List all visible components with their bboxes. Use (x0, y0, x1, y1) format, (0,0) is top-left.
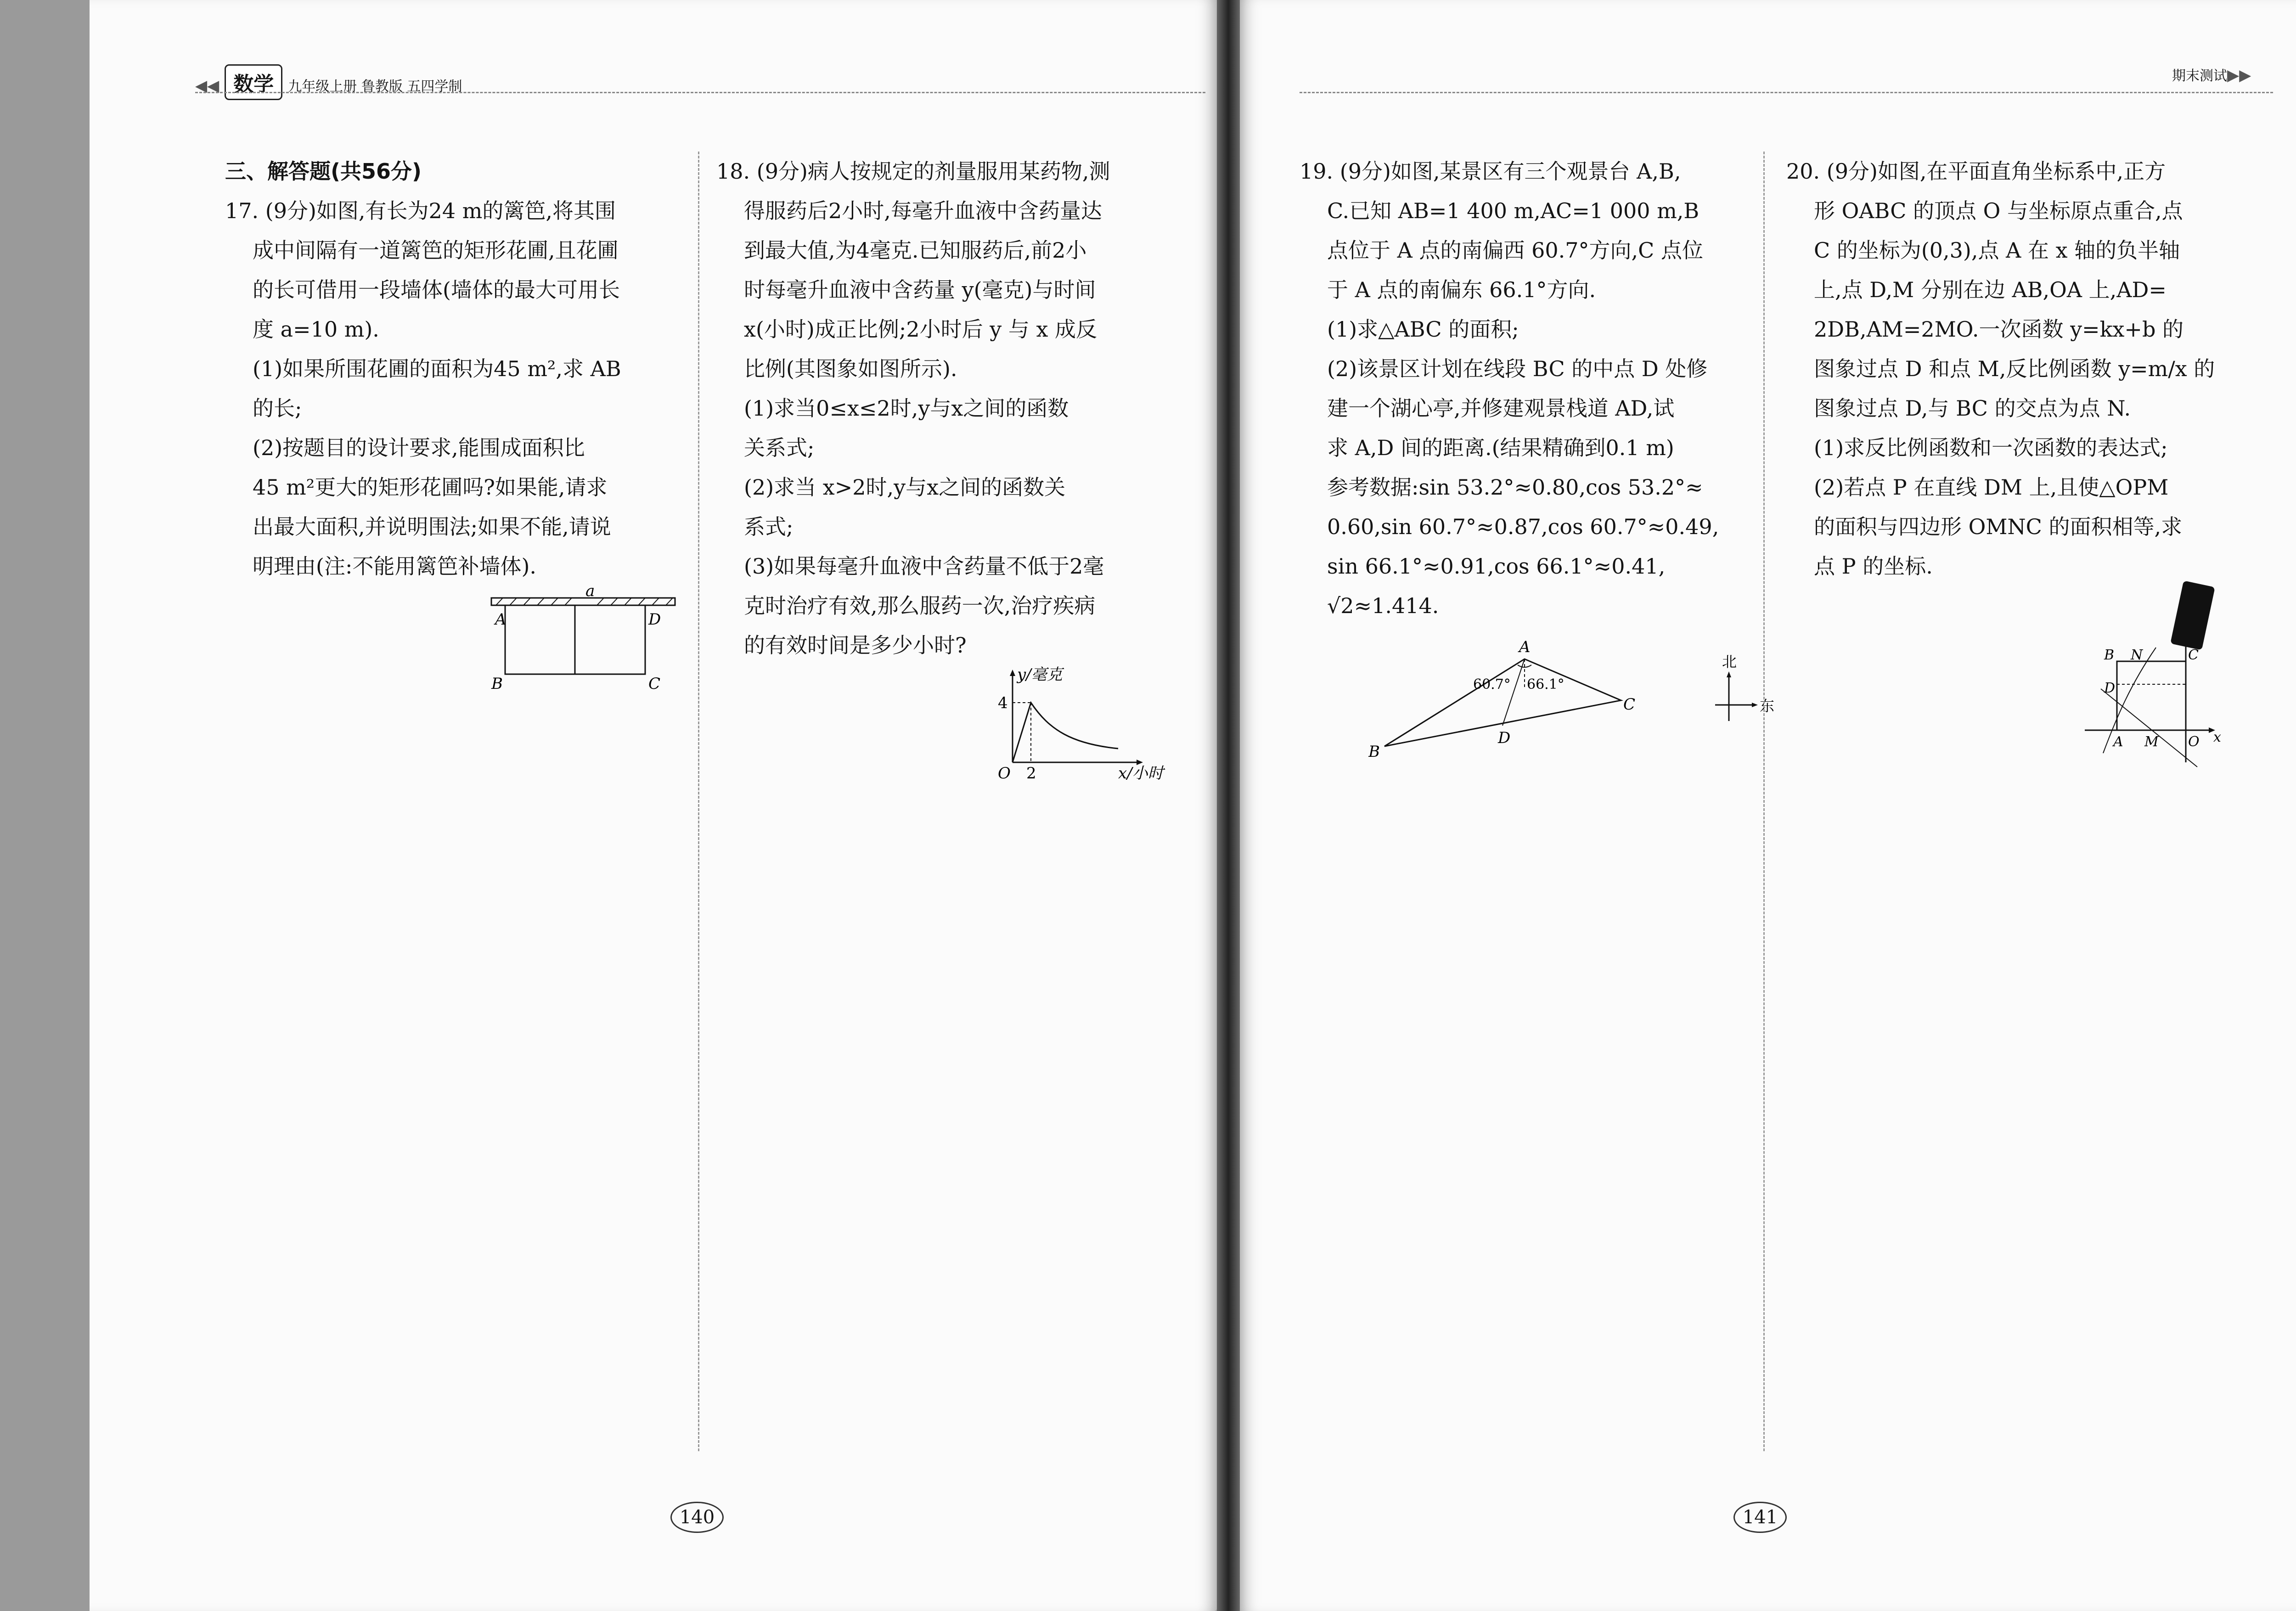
text-line: (1)求△ABC 的面积; (1327, 317, 1519, 342)
text-line: (2)求当 x>2时,y与x之间的函数关 (744, 475, 1066, 500)
compass-icon (1715, 653, 1774, 721)
graph-ylabel: y/毫克 (1017, 666, 1063, 684)
text-line: (3)如果每毫升血液中含药量不低于2毫 (744, 554, 1104, 579)
text-line: 点位于 A 点的南偏西 60.7°方向,C 点位 (1327, 238, 1703, 263)
fig-label-B: B (491, 675, 503, 693)
text-line: 建一个湖心亭,并修建观景栈道 AD,试 (1327, 396, 1675, 421)
text-line: (1)求当0≤x≤2时,y与x之间的函数 (744, 396, 1069, 421)
question-20-column (1786, 152, 2296, 586)
text-line: 18. (9分)病人按规定的剂量服用某药物,测 (716, 159, 1110, 184)
q18-stem (716, 152, 1217, 389)
question-18-column (716, 152, 1217, 665)
text-line: √2≈1.414. (1327, 593, 1439, 618)
text-line: 比例(其图象如图所示). (744, 356, 957, 381)
fig-label-M: M (2144, 734, 2159, 750)
section-title: 三、解答题(共56分) (225, 159, 422, 184)
text-line: 0.60,sin 60.7°≈0.87,cos 60.7°≈0.49, (1327, 514, 1719, 539)
text-line: 克时治疗有效,那么服药一次,治疗疾病 (744, 593, 1096, 618)
text-line: 成中间隔有一道篱笆的矩形花圃,且花圃 (253, 238, 619, 263)
fig-label-D: D (648, 610, 661, 629)
text-line: 的有效时间是多少小时? (744, 633, 967, 658)
text-line: (2)若点 P 在直线 DM 上,且使△OPM (1814, 475, 2169, 500)
q19-part2 (1300, 349, 1828, 625)
q19-part1 (1300, 310, 1828, 349)
fig-label-A: A (2113, 734, 2123, 750)
fig-label-a: a (585, 588, 595, 600)
triangle-figure (1368, 634, 1782, 762)
fig-label-B: B (2104, 647, 2115, 663)
text-line: 上,点 D,M 分别在边 AB,OA 上,AD= (1814, 277, 2167, 302)
fig-label-x: x (2213, 729, 2221, 745)
question-17-column (225, 152, 762, 586)
text-line: 45 m²更大的矩形花圃吗?如果能,请求 (253, 475, 608, 500)
q17-stem (225, 191, 762, 349)
fig-label-D: D (2104, 680, 2116, 696)
text-line: 的长可借用一段墙体(墙体的最大可用长 (253, 277, 620, 302)
text-line: 的长; (253, 396, 302, 421)
coordinate-figure (2076, 634, 2259, 781)
text-line: x(小时)成正比例;2小时后 y 与 x 成反 (744, 317, 1097, 342)
column-divider (698, 152, 699, 1451)
q18-part3 (716, 546, 1217, 665)
q17-part2 (225, 428, 762, 586)
text-line: 点 P 的坐标. (1814, 554, 1933, 579)
text-line: C 的坐标为(0,3),点 A 在 x 轴的负半轴 (1814, 238, 2180, 263)
text-line: 的面积与四边形 OMNC 的面积相等,求 (1814, 514, 2183, 539)
text-line: (1)如果所围花圃的面积为45 m²,求 AB (253, 356, 621, 381)
text-line: 于 A 点的南偏东 66.1°方向. (1327, 277, 1596, 302)
book-spine (1217, 0, 1240, 1611)
compass-east: 东 (1760, 697, 1775, 715)
book-info: 九年级上册 鲁教版 五四学制 (288, 79, 462, 95)
fig-label-A: A (1519, 638, 1531, 656)
right-page (1240, 0, 2296, 1611)
angle-label-west: 60.7° (1473, 676, 1511, 693)
text-line: (2)该景区计划在线段 BC 的中点 D 处修 (1327, 356, 1708, 381)
text-line: 图象过点 D 和点 M,反比例函数 y=m/x 的 (1814, 356, 2215, 381)
fig-label-N: N (2131, 647, 2143, 663)
text-line: 得服药后2小时,每毫升血液中含药量达 (744, 198, 1102, 223)
angle-label-east: 66.1° (1527, 676, 1564, 693)
subject-badge: 数学 (225, 64, 282, 100)
text-line: 17. (9分)如图,有长为24 m的篱笆,将其围 (225, 198, 616, 223)
header-divider (195, 92, 1205, 93)
text-line: 求 A,D 间的距离.(结果精确到0.1 m) (1327, 435, 1674, 460)
text-line: 2DB,AM=2MO.一次函数 y=kx+b 的 (1814, 317, 2184, 342)
q20-part2 (1786, 468, 2296, 586)
page-number-right: 141 (1733, 1502, 1787, 1533)
fig-label-D: D (1498, 729, 1511, 747)
text-line: 度 a=10 m). (253, 317, 379, 342)
text-line: 关系式; (744, 435, 815, 460)
drug-graph (980, 666, 1210, 785)
graph-origin: O (998, 764, 1011, 783)
text-line: 参考数据:sin 53.2°≈0.80,cos 53.2°≈ (1327, 475, 1703, 500)
text-line: sin 66.1°≈0.91,cos 66.1°≈0.41, (1327, 554, 1666, 579)
triangle-left-icon: ◀◀ (195, 77, 219, 95)
q19-stem (1300, 152, 1828, 310)
q18-part1 (716, 389, 1217, 468)
right-header (2172, 64, 2251, 101)
fig-label-A: A (495, 610, 506, 629)
fig-label-C: C (1623, 695, 1636, 714)
text-line: 20. (9分)如图,在平面直角坐标系中,正方 (1786, 159, 2166, 184)
text-line: 图象过点 D,与 BC 的交点为点 N. (1814, 396, 2131, 421)
q20-part1 (1786, 428, 2296, 468)
left-page (90, 0, 1217, 1611)
column-divider (1763, 152, 1765, 1451)
text-line: (2)按题目的设计要求,能围成面积比 (253, 435, 585, 460)
question-19-column (1300, 152, 1828, 625)
text-line: 明理由(注:不能用篱笆补墙体). (253, 554, 537, 579)
fig-label-O: O (2188, 734, 2200, 750)
page-number-left: 140 (670, 1502, 724, 1533)
fig-label-C: C (648, 675, 661, 693)
text-line: 形 OABC 的顶点 O 与坐标原点重合,点 (1814, 198, 2183, 223)
text-line: 19. (9分)如图,某景区有三个观景台 A,B, (1300, 159, 1681, 184)
left-header (195, 64, 462, 101)
chapter-title: 期末测试 (2172, 68, 2227, 84)
q20-stem (1786, 152, 2296, 428)
header-divider (1300, 92, 2273, 93)
fig-label-C: C (2188, 647, 2199, 663)
text-line: 系式; (744, 514, 793, 539)
triangle-right-icon: ▶▶ (2227, 66, 2251, 84)
q18-part2 (716, 468, 1217, 546)
fig-label-B: B (1368, 743, 1380, 761)
graph-x-tick-2: 2 (1026, 764, 1036, 783)
text-line: 到最大值,为4毫克.已知服药后,前2小 (744, 238, 1087, 263)
text-line: 时每毫升血液中含药量 y(毫克)与时间 (744, 277, 1096, 302)
compass-north: 北 (1722, 653, 1737, 670)
text-line: 出最大面积,并说明围法;如果不能,请说 (253, 514, 611, 539)
text-line: C.已知 AB=1 400 m,AC=1 000 m,B (1327, 198, 1699, 223)
graph-y-tick-4: 4 (998, 694, 1008, 712)
graph-xlabel: x/小时 (1118, 764, 1164, 783)
text-line: (1)求反比例函数和一次函数的表达式; (1814, 435, 2168, 460)
q17-part1 (225, 349, 762, 428)
